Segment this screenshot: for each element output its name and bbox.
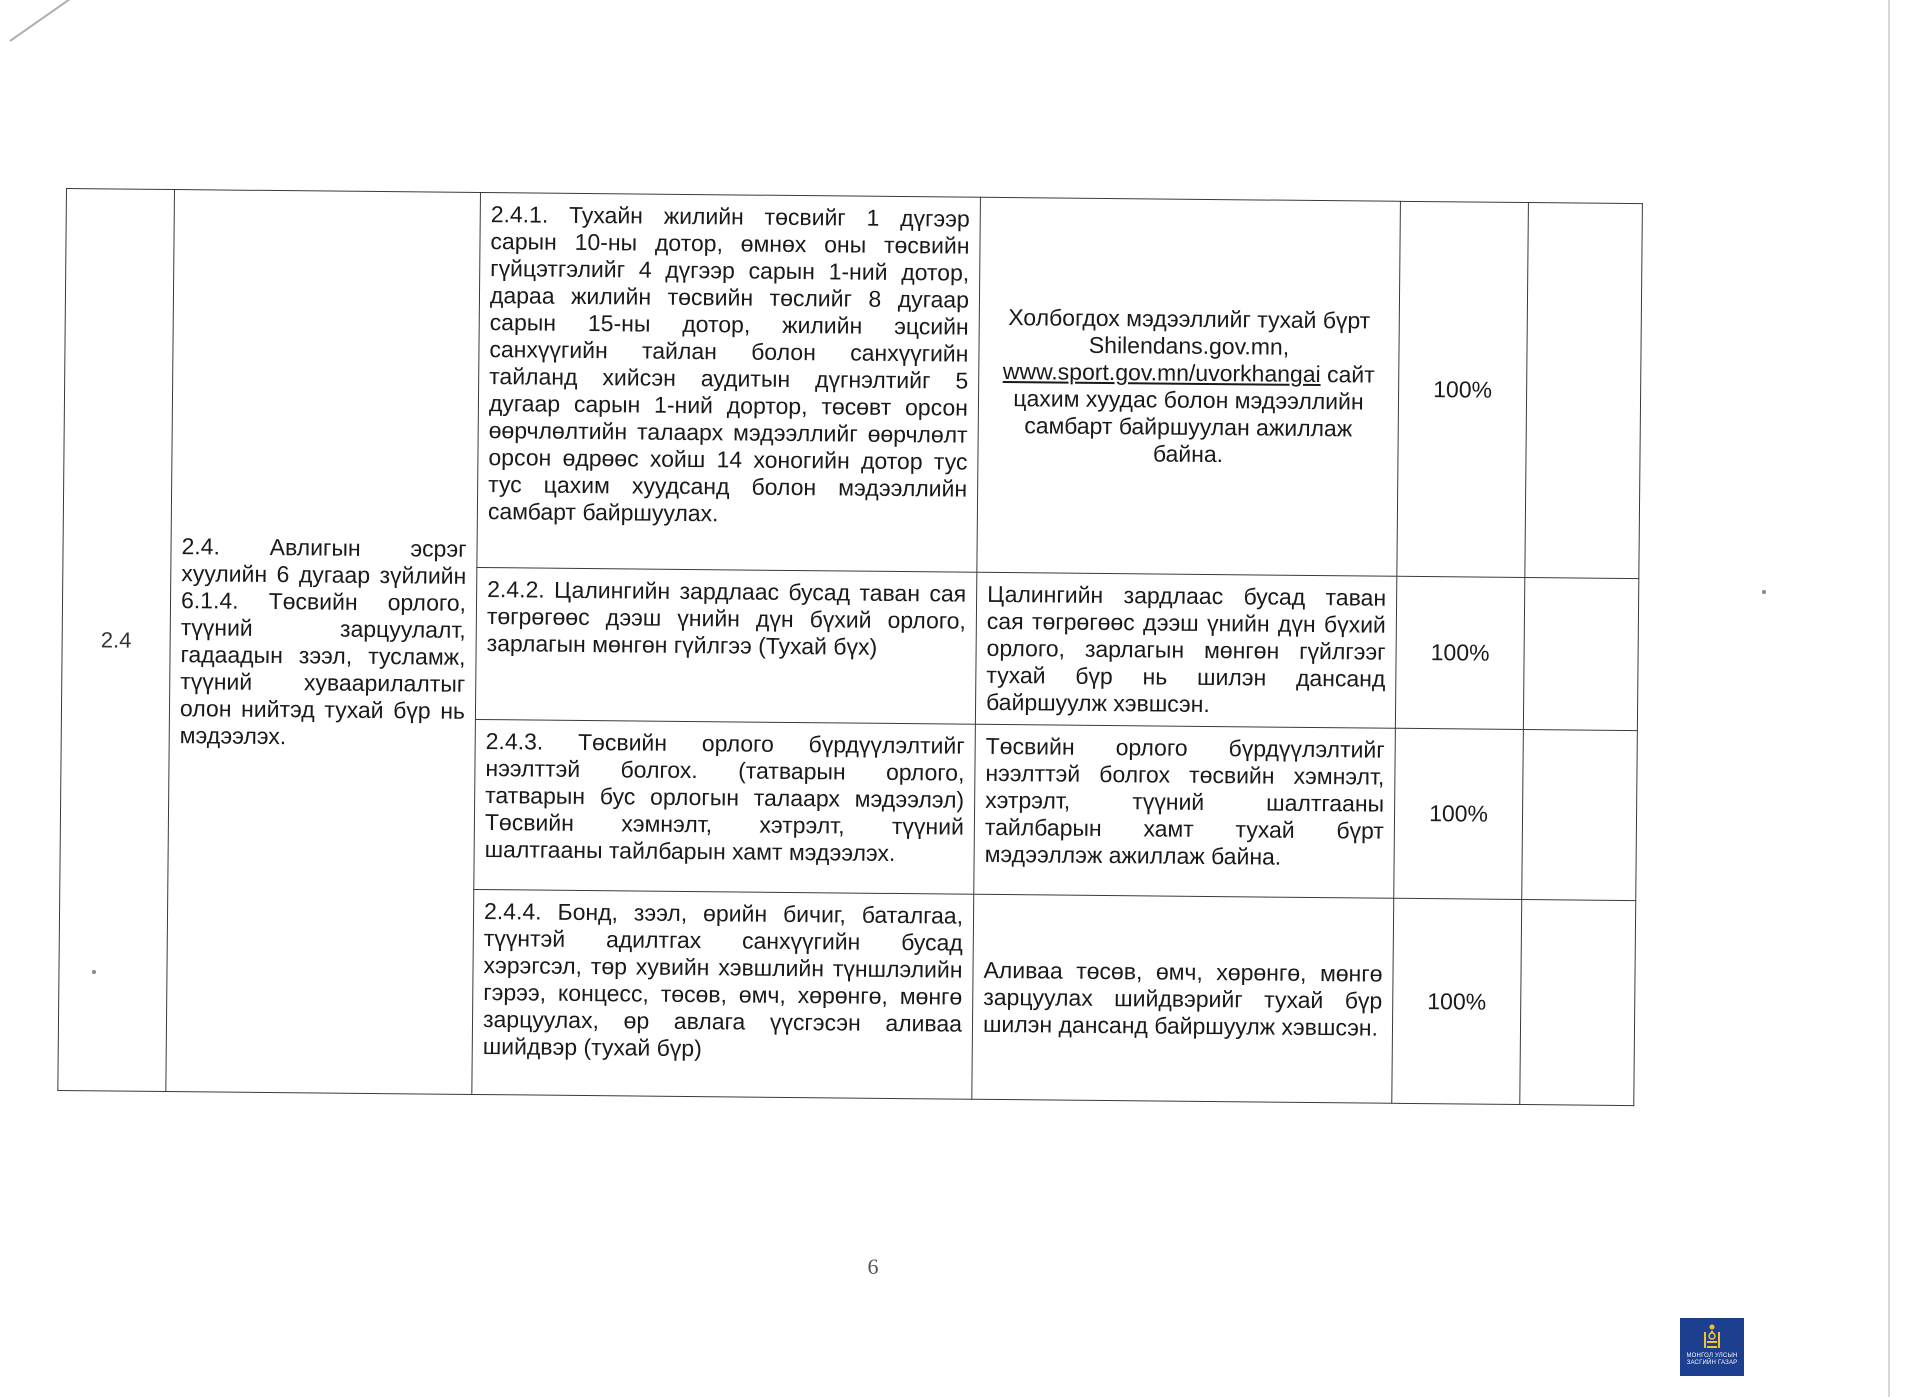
status-cell [977, 197, 1401, 576]
empty-cell [1522, 730, 1638, 901]
status-cell: Аливаа төсөв, өмч, хөрөнгө, мөнгө зарцуулах шийдвэрийг тухай бүр шилэн дансанд байршуулж хэвшсэн. [972, 894, 1394, 1103]
table-row [63, 189, 1643, 579]
completion-percent: 100% [1397, 201, 1529, 577]
empty-cell [1523, 578, 1638, 731]
page-number: 6 [867, 1254, 879, 1279]
website-link[interactable]: www.sport.gov.mn/uvorkhangai [1002, 358, 1321, 388]
seal-text: МОНГОЛ УЛСЫН ЗАСГИЙН ГАЗАР [1686, 1353, 1738, 1366]
task-cell: 2.4.2. Цалингийн зардлаас бусад таван сая төгрөгөөс дээш үнийн дүн бүхий орлого, зарлагын мөнгөн гүйлгээ (Тухай бүх) [475, 567, 976, 724]
government-seal [1680, 1318, 1744, 1376]
page-edge [1888, 0, 1890, 1397]
completion-percent: 100% [1394, 728, 1524, 899]
soyombo-emblem-icon [1698, 1323, 1726, 1351]
task-cell: 2.4.1. Тухайн жилийн төсвийг 1 дүгээр сарын 10-ны дотор, өмнөх оны төсвийн гүйцэтгэлийг 4 дүгээр сарын 1-ний дотор, дараа жилийн төсвийн төслийг 8 дугаар сарын 15-ны дотор, жилийн эцсийн санхүүгийн тайлан болон санхүүгийн тайланд хийсэн аудитын дүгнэлтийг 5 дугаар сарын 1-ний дортор, төсөвт орсон өөрчлөлтийн талаарх мэдээллийг өөрчлөлт орсон өдрөөс хойш 14 хоногийн дотор тус тус цахим хуудсанд болон мэдээллийн самбарт байршуулах. [477, 192, 981, 572]
empty-cell [1525, 203, 1643, 579]
section-description: 2.4. Авлигын эсрэг хуулийн 6 дугаар зүйлийн 6.1.4. Төсвийн орлого, түүний зарцуулалт, гадаадын зээл, тусламж, түүний хуваарилалтыг олон нийтэд тухай бүр нь мэдээлэх. [166, 190, 481, 1095]
scan-speck [1762, 590, 1766, 594]
status-text: сайт цахим хуудас болон мэдээллийн самбарт байршуулан ажиллаж байна. [1013, 361, 1375, 468]
status-cell: Төсвийн орлого бүрдүүлэлтийг нээлттэй болгох төсвийн хэмнэлт, хэтрэлт, түүний шалтгааны тайлбарын хамт тухай бүрт мэдээллэж ажиллаж байна. [974, 724, 1396, 898]
status-cell: Цалингийн зардлаас бусад таван сая төгрөгөөс дээш үнийн дүн бүхий орлого, зарлагын мөнгөн гүйлгээг тухай бүр нь шилэн дансанд байршуулж хэвшсэн. [975, 572, 1396, 728]
section-number: 2.4 [58, 189, 175, 1092]
report-table [57, 188, 1643, 1106]
scan-edge-mark [9, 0, 84, 42]
task-cell: 2.4.4. Бонд, зээл, өрийн бичиг, баталгаа, түүнтэй адилтгах санхүүгийн бусад хэрэгсэл, төр хувийн хэвшлийн түншлэлийн гэрээ, концесс, төсөв, өмч, хөрөнгө, мөнгө зарцуулах, өр авлага үүсгэсэн аливаа шийдвэр (тухай бүр) [472, 889, 974, 1099]
empty-cell [1520, 900, 1636, 1106]
status-text: Холбогдох мэдээллийг тухай бүрт Shilendans.gov.mn, [1008, 304, 1371, 360]
task-cell: 2.4.3. Төсвийн орлого бүрдүүлэлтийг нээлттэй болгох. (татварын орлого, татварын бус орлогын талаарх мэдээлэл) Төсвийн хэмнэлт, хэтрэлт, түүний шалтгааны тайлбарын хамт мэдээлэх. [474, 719, 976, 894]
completion-percent: 100% [1395, 576, 1524, 729]
completion-percent: 100% [1392, 898, 1522, 1104]
